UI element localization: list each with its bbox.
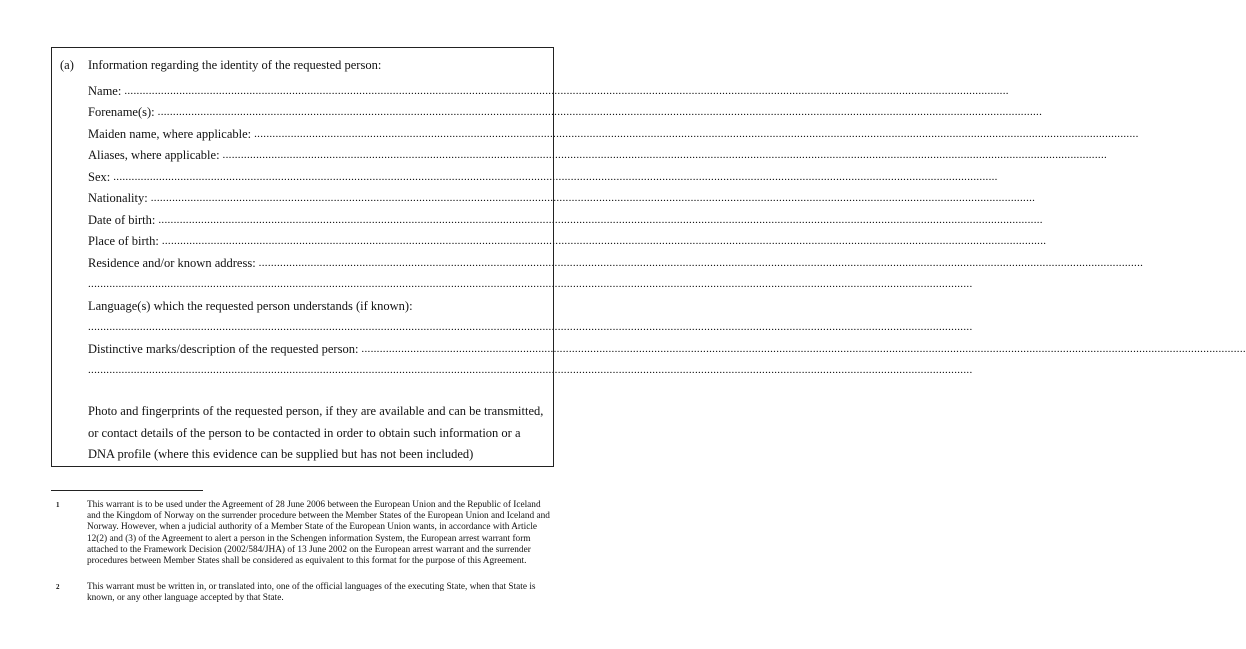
- identity-fields: [88, 58, 1246, 466]
- name-field[interactable]: [88, 76, 1009, 98]
- residence-continuation-dotted-line[interactable]: ..................................................................................................................................................................................................................................................................................................: [88, 278, 973, 290]
- sex-dotted-line[interactable]: ..................................................................................................................................................................................................................................................................................................: [113, 170, 998, 183]
- nationality-dotted-line[interactable]: ..................................................................................................................................................................................................................................................................................................: [150, 192, 1036, 204]
- footnote-2-text: This warrant must be written in, or translated into, one of the official languages of the executing State, when that State is known, or any other language accepted by that State.: [87, 582, 536, 604]
- sex-field[interactable]: [88, 162, 998, 184]
- photo-fingerprints-paragraph: Photo and fingerprints of the requested person, if they are available and can be transmitted, or contact details of the person to be contacted in order to obtain such information or a DNA profile (where this evidence can be supplied but has not been included): [88, 404, 544, 461]
- name-label: Name:: [88, 83, 122, 98]
- footnote-2: [51, 582, 551, 604]
- forename-field[interactable]: [88, 98, 1043, 120]
- nationality-field[interactable]: [88, 184, 1036, 206]
- distinctive-marks-continuation-field[interactable]: [88, 356, 973, 378]
- footnote-1: [51, 500, 551, 567]
- footnote-1-number: 1: [56, 501, 60, 509]
- residence-dotted-line[interactable]: ..................................................................................................................................................................................................................................................................................................: [258, 256, 1144, 269]
- place-of-birth-label: Place of birth:: [88, 234, 159, 248]
- aliases-dotted-line[interactable]: ..................................................................................................................................................................................................................................................................................................: [222, 149, 1108, 161]
- residence-continuation-field[interactable]: [88, 270, 973, 292]
- languages-answer-field[interactable]: [88, 313, 973, 335]
- footnote-2-number: 2: [56, 583, 60, 591]
- forename-dotted-line[interactable]: ..................................................................................................................................................................................................................................................................................................: [157, 106, 1043, 118]
- aliases-label: Aliases, where applicable:: [88, 148, 220, 162]
- footnote-separator: [51, 490, 203, 491]
- languages-field: [88, 291, 543, 313]
- distinctive-marks-field[interactable]: [88, 334, 1246, 356]
- identity-section-box: [51, 47, 1246, 467]
- section-heading: Information regarding the identity of the requested person:: [88, 58, 382, 72]
- date-of-birth-label: Date of birth:: [88, 212, 156, 227]
- name-dotted-line[interactable]: ..................................................................................................................................................................................................................................................................................................: [124, 84, 1009, 97]
- residence-field[interactable]: [88, 248, 1144, 270]
- languages-label: Language(s) which the requested person understands (if known):: [88, 298, 413, 313]
- residence-label: Residence and/or known address:: [88, 255, 256, 270]
- distinctive-marks-dotted-line[interactable]: ..................................................................................................................................................................................................................................................................................................: [361, 342, 1246, 355]
- place-of-birth-field[interactable]: [88, 227, 1047, 249]
- place-of-birth-dotted-line[interactable]: ..................................................................................................................................................................................................................................................................................................: [161, 235, 1047, 247]
- maiden-name-label: Maiden name, where applicable:: [88, 126, 252, 141]
- sex-label: Sex:: [88, 169, 111, 184]
- aliases-field[interactable]: [88, 141, 1108, 163]
- date-of-birth-dotted-line[interactable]: ..................................................................................................................................................................................................................................................................................................: [158, 213, 1043, 226]
- nationality-label: Nationality:: [88, 191, 148, 205]
- footnote-1-text: This warrant is to be used under the Agreement of 28 June 2006 between the European Union and the Republic of Iceland and the Kingdom of Norway on the surrender procedure between the Member States of the European Union and Iceland and Norway. However, when a judicial authority of a Member State of the European Union wants, in accordance with Article 12(2) and (3) of the Agreement to alert a person in the Schengen information System, the European arrest warrant form attached to the Framework Decision (2002/584/JHA) of 13 June 2002 on the European arrest warrant and the surrender procedures between Member States shall be considered as equivalent to this format for the purpose of this Agreement.: [87, 500, 550, 567]
- languages-dotted-line[interactable]: ..................................................................................................................................................................................................................................................................................................: [88, 321, 973, 333]
- date-of-birth-field[interactable]: [88, 205, 1043, 227]
- forename-label: Forename(s):: [88, 105, 155, 119]
- distinctive-marks-label: Distinctive marks/description of the requested person:: [88, 341, 359, 356]
- maiden-name-dotted-line[interactable]: ..................................................................................................................................................................................................................................................................................................: [254, 127, 1139, 140]
- maiden-name-field[interactable]: [88, 119, 1139, 141]
- section-label: (a): [60, 58, 74, 72]
- distinctive-marks-continuation-dotted-line[interactable]: ..................................................................................................................................................................................................................................................................................................: [88, 364, 973, 376]
